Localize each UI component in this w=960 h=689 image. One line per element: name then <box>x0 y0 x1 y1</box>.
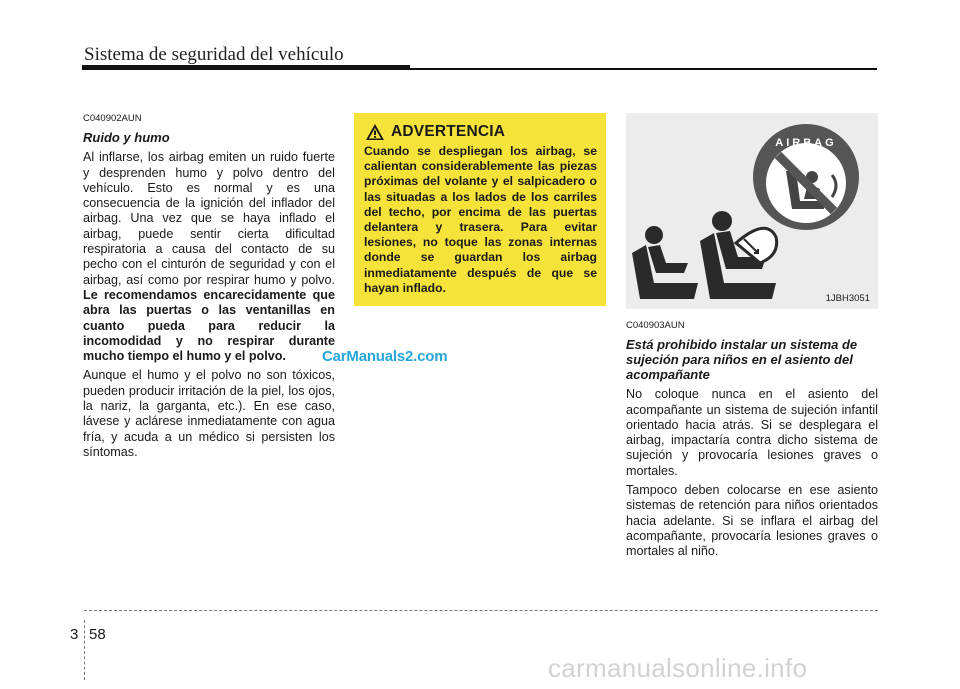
section-number: 3 <box>70 626 79 643</box>
figure-code: 1JBH3051 <box>825 293 870 304</box>
paragraph: Aunque el humo y el polvo no son tóxicos, pueden producir irritación de la piel, los ojos, la nariz, la garganta, etc.). En ese caso, lávese y aclárese inmediatamente con agua fría, y acuda a un médico si persisten los síntomas. <box>83 368 335 459</box>
page-header-title: Sistema de seguridad del vehículo <box>84 44 344 65</box>
footer-site-watermark: carmanualsonline.info <box>548 653 808 683</box>
warning-box <box>354 113 606 306</box>
adult-airbag-icon <box>700 211 777 299</box>
header-rule-thin <box>410 68 877 70</box>
header-rule-thick <box>82 65 410 70</box>
airbag-figure <box>626 113 878 309</box>
seated-child-icon <box>632 226 698 299</box>
warning-title: ADVERTENCIA <box>391 123 506 140</box>
airbag-illustration <box>626 113 878 309</box>
left-column <box>83 111 335 464</box>
no-child-seat-icon <box>753 124 859 230</box>
footer-divider <box>84 620 85 680</box>
warning-text: Cuando se despliegan los airbag, se calientan considerablemente las piezas próximas del volante y el salpicadero o las situadas a los lados de los carriles del techo, por encima de las puertas delantera y trasera. Para evitar lesiones, no toque las zonas internas donde se guardan los airbag inmediatamente después de que se hayan inflado. <box>364 144 597 295</box>
right-column <box>626 318 878 564</box>
warning-header <box>364 123 597 141</box>
paragraph <box>83 150 335 364</box>
paragraph-text: Al inflarse, los airbag emiten un ruido fuerte y desprenden humo y polvo dentro del vehículo. Esto es normal y es una consecuencia de la ignición del inflador del airbag. Una vez que se haya inflado el airbag, puede sentir cierta dificultad respiratoria a causa del contacto de su pecho con el cinturón de seguridad y con el airbag, así como por respirar humo y polvo. <box>83 150 335 287</box>
page-number: 58 <box>89 626 106 643</box>
paragraph-emphasis: Le recomendamos encarecidamente que abra las puertas o las ventanillas en cuanto pueda para reducir la incomodidad y no respirar durante mucho tiempo el humo y el polvo. <box>83 287 335 364</box>
paragraph: Tampoco deben colocarse en ese asiento sistemas de retención para niños orientados hacia adelante. Si se inflara el airbag del acompañante, provocaría lesiones graves o mortales al niño. <box>626 483 878 559</box>
section-heading: Ruido y humo <box>83 130 170 146</box>
footer-rule <box>84 610 878 611</box>
watermark: CarManuals2.com <box>322 348 448 365</box>
section-code: C040903AUN <box>626 320 685 331</box>
airbag-badge-text: AIRBAG <box>775 137 837 149</box>
section-heading: Está prohibido instalar un sistema de sujeción para niños en el asiento del acompañante <box>626 337 858 383</box>
warning-triangle-icon <box>365 123 385 141</box>
paragraph: No coloque nunca en el asiento del acompañante un sistema de sujeción infantil orientado hacia atrás. Si se desplegara el airbag, impactaría contra dicho sistema de sujeción y provocaría lesiones graves o mortales. <box>626 387 878 478</box>
section-code: C040902AUN <box>83 113 142 124</box>
